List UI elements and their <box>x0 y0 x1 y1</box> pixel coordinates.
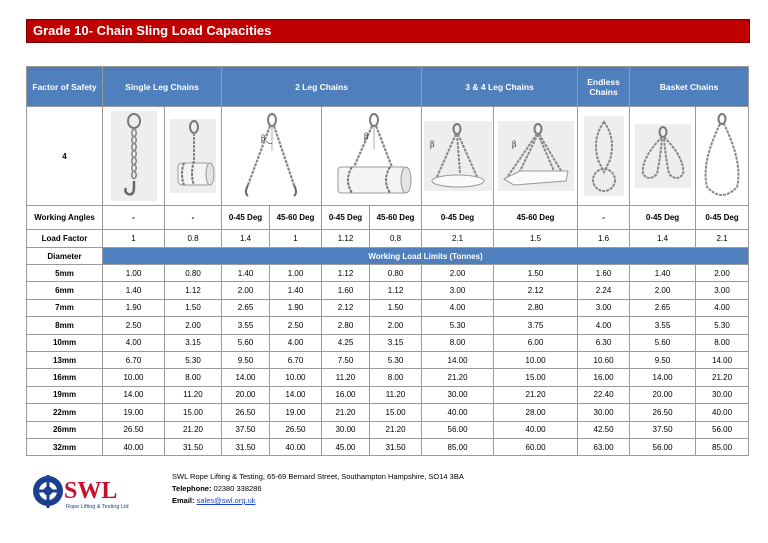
load-factor-cell: 1.4 <box>222 230 270 248</box>
wll-cell: 2.12 <box>494 282 578 299</box>
wll-cell: 2.80 <box>322 317 370 334</box>
wll-cell: 10.00 <box>270 369 322 386</box>
wll-cell: 56.00 <box>630 438 696 455</box>
wll-cell: 1.40 <box>222 265 270 282</box>
wll-cell: 21.20 <box>696 369 749 386</box>
working-angle-cell: - <box>103 206 165 230</box>
wll-cell: 20.00 <box>630 386 696 403</box>
diameter-label: Diameter <box>27 248 103 265</box>
working-angle-cell: - <box>578 206 630 230</box>
basket-header: Basket Chains <box>630 67 749 107</box>
telephone-value: 02380 338286 <box>213 484 262 493</box>
wll-cell: 1.40 <box>103 282 165 299</box>
wll-cell: 15.00 <box>494 369 578 386</box>
wll-cell: 40.00 <box>696 404 749 421</box>
load-capacity-table <box>26 66 749 456</box>
wll-cell: 26.50 <box>103 421 165 438</box>
wll-cell: 16.00 <box>578 369 630 386</box>
load-factor-cell: 1 <box>270 230 322 248</box>
wll-cell: 3.15 <box>165 334 222 351</box>
wll-cell: 2.00 <box>696 265 749 282</box>
wll-cell: 14.00 <box>696 351 749 368</box>
wll-cell: 31.50 <box>165 438 222 455</box>
wll-cell: 5.30 <box>370 351 422 368</box>
wll-cell: 21.20 <box>422 369 494 386</box>
footer-address: SWL Rope Lifting & Testing, 65-69 Bernard Street, Southampton Hampshire, SO14 3BA <box>172 472 464 481</box>
wll-cell: 60.00 <box>494 438 578 455</box>
table-row <box>27 386 749 403</box>
table-row <box>27 299 749 316</box>
wll-cell: 30.00 <box>696 386 749 403</box>
wll-cell: 3.00 <box>696 282 749 299</box>
wll-cell: 3.75 <box>494 317 578 334</box>
wll-cell: 30.00 <box>422 386 494 403</box>
wll-cell: 9.50 <box>630 351 696 368</box>
wll-cell: 1.60 <box>322 282 370 299</box>
wll-cell: 6.00 <box>494 334 578 351</box>
diameter-cell: 19mm <box>27 386 103 403</box>
wll-cell: 14.00 <box>422 351 494 368</box>
single-leg-header: Single Leg Chains <box>103 67 222 107</box>
load-factor-cell: 0.8 <box>165 230 222 248</box>
wll-cell: 1.90 <box>270 299 322 316</box>
wll-cell: 2.24 <box>578 282 630 299</box>
wll-cell: 1.40 <box>630 265 696 282</box>
wll-cell: 6.30 <box>578 334 630 351</box>
wll-cell: 2.65 <box>630 299 696 316</box>
endless-chain-image <box>578 107 630 206</box>
wll-cell: 30.00 <box>578 404 630 421</box>
wll-cell: 21.20 <box>322 404 370 421</box>
wll-cell: 3.55 <box>222 317 270 334</box>
load-factor-cell: 1.6 <box>578 230 630 248</box>
wll-cell: 5.30 <box>696 317 749 334</box>
angle-label: β <box>260 134 266 143</box>
wll-cell: 10.60 <box>578 351 630 368</box>
load-factor-cell: 0.8 <box>370 230 422 248</box>
wll-cell: 85.00 <box>696 438 749 455</box>
wll-cell: 4.00 <box>578 317 630 334</box>
wll-cell: 8.00 <box>370 369 422 386</box>
swl-logo <box>30 472 140 512</box>
diameter-cell: 7mm <box>27 299 103 316</box>
wll-cell: 11.20 <box>370 386 422 403</box>
image-row <box>27 107 749 206</box>
wll-cell: 19.00 <box>103 404 165 421</box>
diameter-cell: 32mm <box>27 438 103 455</box>
wll-cell: 1.50 <box>370 299 422 316</box>
table-row <box>27 351 749 368</box>
table-row <box>27 265 749 282</box>
wll-cell: 7.50 <box>322 351 370 368</box>
wll-cell: 40.00 <box>494 421 578 438</box>
wll-cell: 15.00 <box>370 404 422 421</box>
wll-cell: 56.00 <box>422 421 494 438</box>
basket-double-image <box>630 107 696 206</box>
wll-cell: 1.00 <box>270 265 322 282</box>
email-link[interactable]: sales@swl.org.uk <box>196 496 256 505</box>
two-leg-image <box>222 107 322 206</box>
wll-cell: 42.50 <box>578 421 630 438</box>
wll-cell: 14.00 <box>270 386 322 403</box>
wll-cell: 1.90 <box>103 299 165 316</box>
wll-cell: 26.50 <box>222 404 270 421</box>
angle-label: β <box>429 140 435 149</box>
table-row <box>27 438 749 455</box>
wll-cell: 1.50 <box>494 265 578 282</box>
wll-cell: 10.00 <box>494 351 578 368</box>
wll-cell: 31.50 <box>370 438 422 455</box>
load-factor-cell: 1 <box>103 230 165 248</box>
logo-text: SWL <box>64 478 118 504</box>
wll-cell: 1.12 <box>165 282 222 299</box>
table-row <box>27 404 749 421</box>
angle-label: β <box>363 132 369 141</box>
wll-cell: 4.00 <box>103 334 165 351</box>
wll-cell: 4.25 <box>322 334 370 351</box>
angle-label: β <box>511 140 517 149</box>
wll-cell: 8.00 <box>696 334 749 351</box>
wll-cell: 1.50 <box>165 299 222 316</box>
working-angle-cell: 0-45 Deg <box>630 206 696 230</box>
wll-cell: 2.65 <box>222 299 270 316</box>
wll-cell: 21.20 <box>370 421 422 438</box>
wll-cell: 2.00 <box>222 282 270 299</box>
two-leg-pipe-image <box>322 107 422 206</box>
wll-cell: 2.12 <box>322 299 370 316</box>
wll-cell: 3.15 <box>370 334 422 351</box>
wll-cell: 40.00 <box>422 404 494 421</box>
wll-cell: 1.12 <box>322 265 370 282</box>
logo-subtext: Rope Lifting & Testing Ltd <box>66 504 129 510</box>
wll-cell: 4.00 <box>270 334 322 351</box>
wll-cell: 11.20 <box>165 386 222 403</box>
wll-cell: 26.50 <box>630 404 696 421</box>
factor-of-safety-header: Factor of Safety <box>27 67 103 107</box>
wll-cell: 22.40 <box>578 386 630 403</box>
diameter-cell: 10mm <box>27 334 103 351</box>
wll-cell: 2.80 <box>494 299 578 316</box>
wll-cell: 2.00 <box>165 317 222 334</box>
wll-cell: 5.60 <box>630 334 696 351</box>
diameter-cell: 16mm <box>27 369 103 386</box>
wll-cell: 1.40 <box>270 282 322 299</box>
single-leg-choke-image <box>165 107 222 206</box>
page-title: Grade 10- Chain Sling Load Capacities <box>26 19 750 43</box>
wll-cell: 5.30 <box>422 317 494 334</box>
wll-cell: 2.50 <box>103 317 165 334</box>
wll-cell: 21.20 <box>165 421 222 438</box>
diameter-cell: 22mm <box>27 404 103 421</box>
wll-cell: 37.50 <box>222 421 270 438</box>
load-factor-cell: 1.4 <box>630 230 696 248</box>
wll-cell: 40.00 <box>103 438 165 455</box>
wll-cell: 11.20 <box>322 369 370 386</box>
wll-cell: 2.00 <box>630 282 696 299</box>
wll-cell: 5.60 <box>222 334 270 351</box>
wll-cell: 0.80 <box>165 265 222 282</box>
four-leg-image <box>494 107 578 206</box>
wll-cell: 15.00 <box>165 404 222 421</box>
wll-cell: 0.80 <box>370 265 422 282</box>
working-angle-cell: 0-45 Deg <box>222 206 270 230</box>
three-four-leg-header: 3 & 4 Leg Chains <box>422 67 578 107</box>
wll-cell: 19.00 <box>270 404 322 421</box>
wll-cell: 3.00 <box>422 282 494 299</box>
diameter-cell: 13mm <box>27 351 103 368</box>
wll-cell: 40.00 <box>270 438 322 455</box>
wll-cell: 14.00 <box>103 386 165 403</box>
data-rows <box>27 265 749 456</box>
table-header-row <box>27 67 749 107</box>
diameter-cell: 8mm <box>27 317 103 334</box>
wll-cell: 3.55 <box>630 317 696 334</box>
wll-cell: 5.30 <box>165 351 222 368</box>
working-angles-row <box>27 206 749 230</box>
wll-cell: 4.00 <box>422 299 494 316</box>
three-leg-image <box>422 107 494 206</box>
table-row <box>27 369 749 386</box>
load-factor-row <box>27 230 749 248</box>
load-factor-cell: 2.1 <box>422 230 494 248</box>
working-angles-label: Working Angles <box>27 206 103 230</box>
working-angle-cell: - <box>165 206 222 230</box>
endless-header: Endless Chains <box>578 67 630 107</box>
diameter-cell: 26mm <box>27 421 103 438</box>
wll-cell: 85.00 <box>422 438 494 455</box>
basket-single-image <box>696 107 749 206</box>
footer-email <box>172 495 464 507</box>
wll-cell: 37.50 <box>630 421 696 438</box>
working-angle-cell: 45-60 Deg <box>270 206 322 230</box>
two-leg-header: 2 Leg Chains <box>222 67 422 107</box>
diameter-cell: 6mm <box>27 282 103 299</box>
wll-cell: 1.00 <box>103 265 165 282</box>
wll-cell: 28.00 <box>494 404 578 421</box>
footer-telephone <box>172 483 464 495</box>
wll-cell: 2.00 <box>370 317 422 334</box>
footer-contact <box>172 471 464 507</box>
wll-cell: 2.00 <box>422 265 494 282</box>
working-angle-cell: 0-45 Deg <box>696 206 749 230</box>
table-row <box>27 334 749 351</box>
factor-of-safety-value: 4 <box>27 107 103 206</box>
diameter-header-row <box>27 248 749 265</box>
wll-cell: 31.50 <box>222 438 270 455</box>
wll-cell: 20.00 <box>222 386 270 403</box>
wll-cell: 8.00 <box>165 369 222 386</box>
table-row <box>27 421 749 438</box>
load-factor-cell: 2.1 <box>696 230 749 248</box>
wll-cell: 14.00 <box>630 369 696 386</box>
wll-cell: 21.20 <box>494 386 578 403</box>
email-label: Email: <box>172 496 195 505</box>
working-angle-cell: 45-60 Deg <box>370 206 422 230</box>
wll-cell: 6.70 <box>103 351 165 368</box>
wll-cell: 8.00 <box>422 334 494 351</box>
working-angle-cell: 0-45 Deg <box>422 206 494 230</box>
wll-cell: 56.00 <box>696 421 749 438</box>
table-row <box>27 282 749 299</box>
wll-cell: 3.00 <box>578 299 630 316</box>
wll-cell: 63.00 <box>578 438 630 455</box>
wll-cell: 14.00 <box>222 369 270 386</box>
load-factor-label: Load Factor <box>27 230 103 248</box>
load-factor-cell: 1.5 <box>494 230 578 248</box>
wll-cell: 30.00 <box>322 421 370 438</box>
wll-cell: 2.50 <box>270 317 322 334</box>
diameter-cell: 5mm <box>27 265 103 282</box>
working-angle-cell: 45-60 Deg <box>494 206 578 230</box>
telephone-label: Telephone: <box>172 484 212 493</box>
single-leg-hook-image <box>103 107 165 206</box>
wll-cell: 4.00 <box>696 299 749 316</box>
wll-cell: 10.00 <box>103 369 165 386</box>
wll-cell: 26.50 <box>270 421 322 438</box>
wll-cell: 45.00 <box>322 438 370 455</box>
wll-cell: 9.50 <box>222 351 270 368</box>
load-factor-cell: 1.12 <box>322 230 370 248</box>
working-angle-cell: 0-45 Deg <box>322 206 370 230</box>
wll-cell: 16.00 <box>322 386 370 403</box>
wll-header: Working Load Limits (Tonnes) <box>103 248 749 265</box>
wll-cell: 1.12 <box>370 282 422 299</box>
wll-cell: 1.60 <box>578 265 630 282</box>
table-row <box>27 317 749 334</box>
wll-cell: 6.70 <box>270 351 322 368</box>
